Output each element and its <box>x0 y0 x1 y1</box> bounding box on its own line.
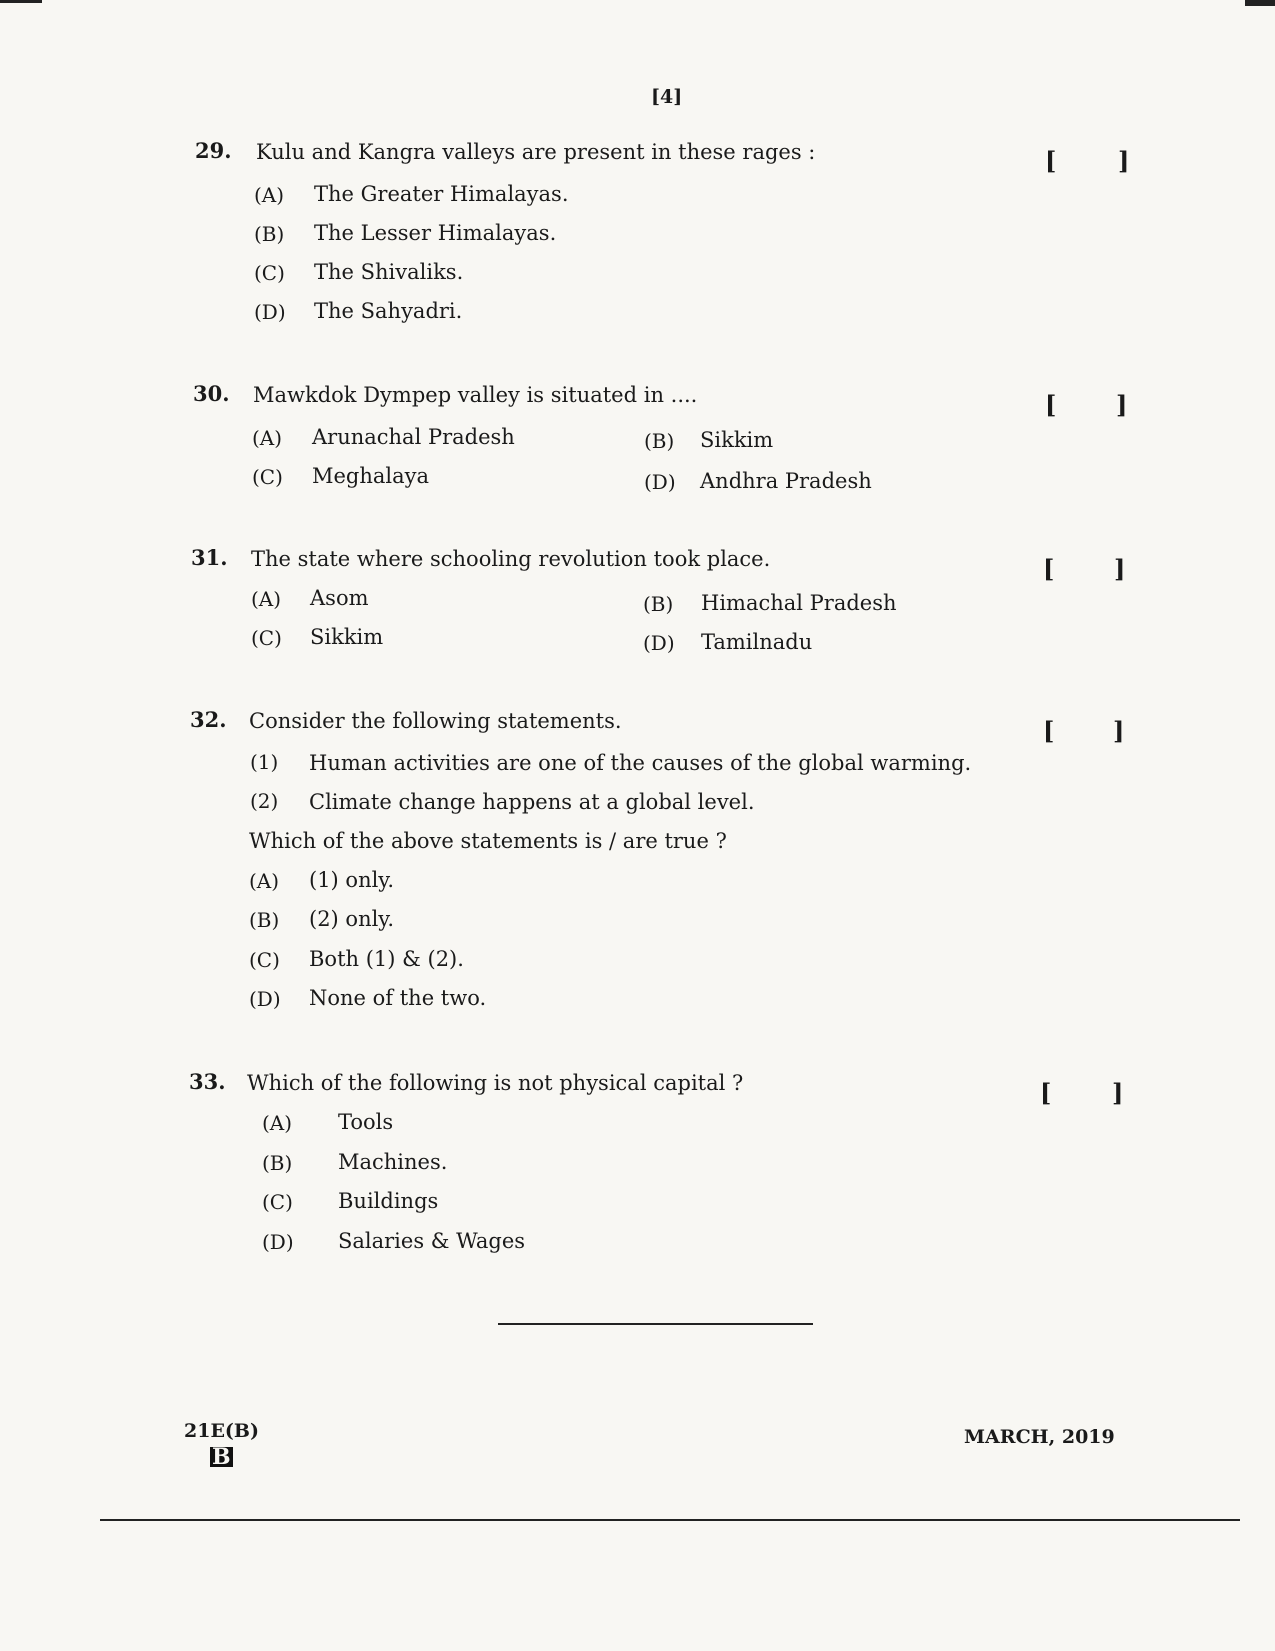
option-label: (B) <box>249 908 280 932</box>
question-text: Consider the following statements. <box>249 709 622 733</box>
sub-question-text: Which of the above statements is / are true ? <box>249 829 727 853</box>
option-text: Andhra Pradesh <box>700 469 872 493</box>
end-divider <box>498 1323 813 1325</box>
option-text: Sikkim <box>700 428 774 452</box>
question-number: 33. <box>189 1069 226 1094</box>
option-text: Meghalaya <box>312 464 430 488</box>
option-label: (C) <box>254 261 285 285</box>
answer-box-open[interactable]: [ <box>1043 716 1055 745</box>
question-number: 31. <box>191 545 228 570</box>
question-text: Mawkdok Dympep valley is situated in .... <box>253 383 698 407</box>
question-number: 29. <box>195 138 232 163</box>
page-number: [4] <box>651 86 683 108</box>
option-text: Arunachal Pradesh <box>312 425 515 449</box>
option-label: (C) <box>252 465 283 489</box>
option-text: Both (1) & (2). <box>309 947 464 971</box>
question-number: 32. <box>190 707 227 732</box>
option-label: (D) <box>249 987 281 1011</box>
statement-text: Human activities are one of the causes of the global warming. <box>309 751 972 775</box>
answer-box-open[interactable]: [ <box>1043 554 1055 583</box>
option-text: (2) only. <box>309 907 395 931</box>
option-text: Asom <box>310 586 369 610</box>
answer-box-open[interactable]: [ <box>1040 1078 1052 1107</box>
question-text: The state where schooling revolution took place. <box>251 547 771 571</box>
statement-label: (2) <box>250 789 279 813</box>
answer-box-open[interactable]: [ <box>1045 390 1057 419</box>
option-text: Tamilnadu <box>701 630 813 654</box>
option-text: The Lesser Himalayas. <box>314 221 557 245</box>
question-text: Kulu and Kangra valleys are present in these rages : <box>256 140 816 164</box>
option-label: (A) <box>249 869 280 893</box>
option-text: The Sahyadri. <box>314 299 463 323</box>
option-text: (1) only. <box>309 868 395 892</box>
answer-box-close[interactable]: ] <box>1116 390 1128 419</box>
option-label: (B) <box>644 429 675 453</box>
statement-label: (1) <box>250 750 279 774</box>
option-label: (B) <box>262 1151 293 1175</box>
option-label: (B) <box>254 222 285 246</box>
answer-box-open[interactable]: [ <box>1045 146 1057 175</box>
option-text: The Greater Himalayas. <box>314 182 569 206</box>
answer-box-close[interactable]: ] <box>1113 716 1125 745</box>
set-letter: B <box>212 1444 231 1470</box>
option-label: (A) <box>262 1111 293 1135</box>
scan-mark-left <box>0 0 42 3</box>
option-label: (D) <box>254 300 286 324</box>
option-label: (D) <box>644 470 676 494</box>
option-label: (B) <box>643 592 674 616</box>
option-label: (C) <box>262 1190 293 1214</box>
option-text: The Shivaliks. <box>314 260 464 284</box>
option-text: Machines. <box>338 1150 448 1174</box>
option-text: Tools <box>338 1110 394 1134</box>
option-label: (D) <box>262 1230 294 1254</box>
option-label: (A) <box>252 426 283 450</box>
answer-box-close[interactable]: ] <box>1114 554 1126 583</box>
question-text: Which of the following is not physical capital ? <box>247 1071 744 1095</box>
option-label: (D) <box>643 631 675 655</box>
option-text: Sikkim <box>310 625 384 649</box>
exam-date: MARCH, 2019 <box>964 1426 1115 1448</box>
answer-box-close[interactable]: ] <box>1118 146 1130 175</box>
question-number: 30. <box>193 381 230 406</box>
option-label: (A) <box>251 587 282 611</box>
option-label: (C) <box>251 626 282 650</box>
option-label: (C) <box>249 948 280 972</box>
scan-mark-right <box>1245 0 1275 6</box>
option-label: (A) <box>254 183 285 207</box>
footer-rule <box>100 1519 1240 1521</box>
answer-box-close[interactable]: ] <box>1112 1078 1124 1107</box>
option-text: Buildings <box>338 1189 439 1213</box>
statement-text: Climate change happens at a global level. <box>309 790 755 814</box>
paper-code: 21E(B) <box>184 1420 259 1442</box>
option-text: None of the two. <box>309 986 487 1010</box>
option-text: Himachal Pradesh <box>701 591 897 615</box>
option-text: Salaries & Wages <box>338 1229 526 1253</box>
